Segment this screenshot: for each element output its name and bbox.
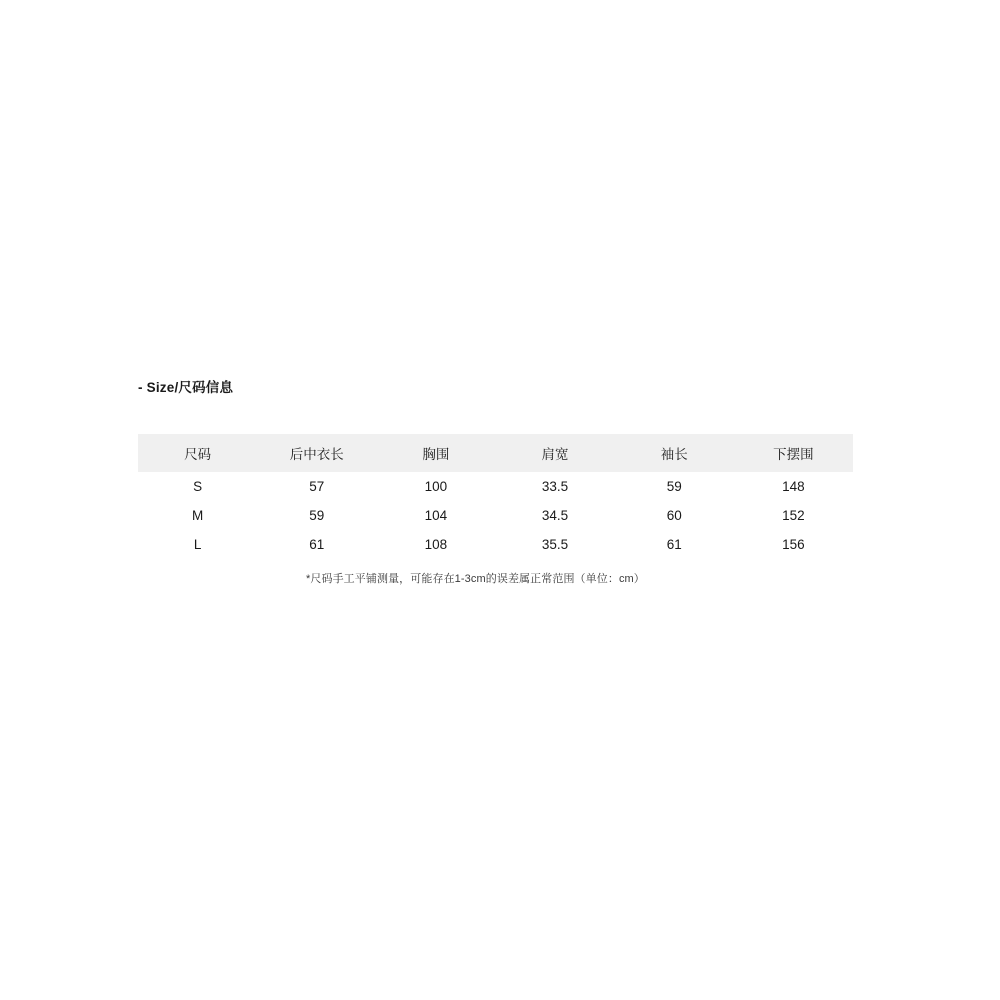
column-header-back-length: 后中衣长 [289,447,344,463]
cell-back-length: 59 [309,508,325,524]
cell-shoulder: 35.5 [541,537,569,553]
cell-size: M [191,508,204,524]
cell-bust: 100 [424,479,448,495]
column-header-size: 尺码 [184,447,212,463]
cell-shoulder: 33.5 [541,479,569,495]
page-title: - Size/尺码信息 [138,380,234,395]
measurement-note: *尺码手工平铺测量，可能存在1-3cm的误差属正常范围（单位：cm） [306,573,645,586]
cell-sleeve: 60 [666,508,682,524]
cell-sleeve: 61 [666,537,682,553]
cell-size: S [193,479,203,495]
table-row [138,472,853,501]
column-header-hem: 下摆围 [773,447,814,463]
column-header-sleeve: 袖长 [660,447,688,463]
table-header-row [138,434,853,472]
cell-shoulder: 34.5 [541,508,569,524]
table-header [138,434,853,472]
table-row [138,501,853,530]
cell-size: L [193,537,202,553]
cell-hem: 148 [782,479,805,495]
cell-hem: 156 [782,537,805,553]
cell-back-length: 57 [309,479,325,495]
table-body [138,472,853,559]
table-row [138,530,853,559]
cell-bust: 108 [424,537,448,553]
size-chart-table [138,434,853,559]
cell-hem: 152 [782,508,805,524]
size-info-block [138,380,858,588]
cell-back-length: 61 [309,537,325,553]
column-header-shoulder: 肩宽 [541,447,569,463]
cell-bust: 104 [424,508,448,524]
column-header-bust: 胸围 [422,447,450,463]
cell-sleeve: 59 [666,479,682,495]
